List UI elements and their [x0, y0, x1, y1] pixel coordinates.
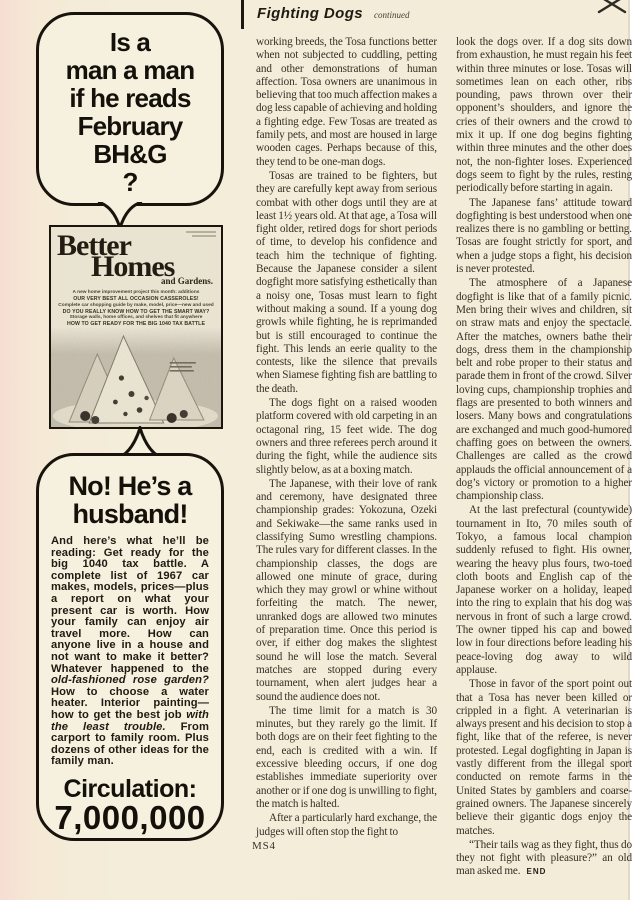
- article-paragraph: At the last prefectural (countywide) tournament in Ito, 70 miles south of Tokyo, a famous local champion suddenly refused to fight. His owner, wearing the heavy plus fours, two-toed cloth boots and English cap of the Japanese worker on a holiday, leaped into the ring to explain that his dog was nervous in front of such a large crowd. The owner tipped his cap and bowed low in four directions before leading his peace-loving dog away to wild applause.: [456, 504, 632, 676]
- ad-headline-line: man a man: [65, 55, 195, 85]
- cover-blurb: Storage walls, home offices, and shelves that fit anywhere: [69, 315, 203, 321]
- masthead-better: Better: [57, 229, 131, 262]
- magazine-cover: [49, 225, 223, 429]
- masthead-homes: Homes: [91, 250, 175, 283]
- article-paragraph: The dogs fight on a raised wooden platform covered with old carpeting in an octagonal ring, 15 feet wide. The dog owners and three referees perch around it during the fight, while the audience sits slightly below, as at a boxing match.: [256, 397, 437, 476]
- cover-blurb: HOW TO GET READY FOR THE BIG 1040 TAX BATTLE: [66, 321, 206, 328]
- tiny-text-bar: [192, 235, 216, 237]
- article-column-right: [456, 36, 632, 880]
- ad-answer-line: husband!: [72, 499, 188, 529]
- ad-headline-line: ?: [122, 167, 138, 197]
- article-paragraph: The time limit for a match is 30 minutes, but they rarely go the limit. If both dogs are on their feet fighting to the end, each is credited with a win. If excessive bleeding occurs, if one dog establishes immediate superiority over another or if one dog is unwilling to fight, the match is halted.: [256, 704, 437, 810]
- cover-food-photo: [51, 328, 221, 427]
- cover-blurb: A new home improvement project this month: additions: [72, 290, 200, 295]
- article-column-left: [256, 36, 437, 840]
- article-paragraph: The Japanese, with their love of rank and ceremony, have designated three championship grades: Yokozuna, Ozeki and Sekiwake—the same ranks used in classifying Sumo wrestling champions. The rules vary for different classes. In the championship classes, the dogs are allowed one minute of grace, during which they may growl or whine without forfeiting the match. The newer, unranked dogs are allowed two minutes of preparation time. Once this period is over, if either dog makes the slightest sound he will lose the match. Several matches are stopped during every tournament, when alert judges hear a sound the audience does not.: [256, 477, 437, 703]
- article-header: [257, 5, 410, 24]
- ad-headline-line: February: [77, 111, 183, 141]
- article-paragraph: [456, 839, 632, 879]
- article-paragraph: The atmosphere of a Japanese dogfight is like that of a family picnic. Men bring their wives and children, sit on straw mats and enjoy the spectacle. After the matches, owners bathe their dogs, dress them in the championship belt and robe proper to their status and parade them in front of the crowd. Silver loving cups, championship trophies and flags are presented to both winners and losers. Many bows and congratulations are exchanged and much good-humored chaffing goes on between the owners. Challenges are called as the crowd applauds the official announcement of a dog’s victory or promotion to a higher championship class.: [456, 277, 632, 503]
- article-paragraph: Those in favor of the sport point out that a Tosa has never been killed or crippled in a fight. A veterinarian is always present and his decision to stop a fight, like that of the referee, is never protested. Legal dogfighting in Japan is vastly different from the illegal sport conducted on remote farms in the United States by gamblers and coarse-grained owners. The Japanese sincerely believe their gigantic dogs enjoy the matches.: [456, 678, 632, 837]
- print-registration-tick: [241, 0, 244, 29]
- cover-blurbs: [51, 290, 221, 328]
- ad-body-copy: [51, 536, 209, 768]
- ad-body-segment-italic: with the least trouble.: [51, 708, 209, 733]
- article-paragraph: After a particularly hard exchange, the judges will often stop the fight to: [256, 812, 437, 838]
- cover-blurb: OUR VERY BEST ALL OCCASION CASSEROLES!: [73, 296, 199, 302]
- ad-speech-bubble-question: [36, 12, 224, 206]
- circulation-value: 7,000,000: [54, 798, 206, 836]
- ad-body-segment: How to choose a water heater. Interior painting—how to get the best job: [51, 685, 209, 721]
- circulation-label: Circulation:: [63, 774, 197, 803]
- page-folio: MS4: [252, 840, 276, 852]
- article-continued-label: continued: [374, 10, 410, 20]
- cover-blurb: DO YOU REALLY KNOW HOW TO GET THE SMART WAY?: [62, 308, 210, 315]
- ad-headline-line: if he reads: [69, 83, 191, 113]
- pen-x-mark-icon: [596, 0, 628, 20]
- article-paragraph: look the dogs over. If a dog sits down from exhaustion, he must regain his feet within three minutes or lose. Tosas will sometimes lean on each other, ribs pounding, paws thrown over their opponent’s shoulders, and ignore the cries of their owners and the crowd to mix it up. If one dog begins fighting within three minutes and the other does not, the non-fighter loses. Experienced dogs seem to fight by the rules, resting periodically before starting in again.: [456, 36, 632, 195]
- ad-answer-headline: [51, 472, 209, 528]
- ad-headline-line: Is a: [109, 27, 151, 57]
- ad-body-segment: From carport to family room. Plus dozens of other ideas for the family man.: [51, 720, 209, 768]
- cover-blurb: Complete car shopping guide by make, model, price—new and used: [58, 302, 214, 308]
- tiny-text-bar: [186, 231, 216, 233]
- article-paragraph: working breeds, the Tosa functions better when not subjected to cuddling, petting and other demonstrations of human affection. Tosa owners are unanimous in believing that too much affection makes a dog less capable of achieving and holding a fighting edge. Few Tosas are treated as family pets, and most are housed in large wooden cages. Perhaps because of this, they tend to be one-man dogs.: [256, 36, 437, 168]
- ad-body-segment: And here’s what he’ll be reading: Get ready for the big 1040 tax battle. A complete list of 1967 car makes, models, prices—plus a report on what your present car is worth. How your family can enjoy air travel more. How can anyone live in a house and not want to make it better? Whatever happened to the: [51, 535, 209, 675]
- article-last-sentence: “Their tails wag as they fight, thus do they not fight with pleasure?” an old man asked me.: [456, 838, 632, 878]
- cover-corner-note: [182, 231, 216, 239]
- article-title: Fighting Dogs: [257, 5, 364, 22]
- ad-body-segment-italic: old-fashioned rose garden?: [51, 674, 209, 687]
- article-paragraph: Tosas are trained to be fighters, but they are carefully kept away from serious combat with other dogs until they are at least 1½ years old. At that age, a Tosa will fight older, retired dogs for short periods of time, to develop his confidence and teach him the technique of fighting. Because the Japanese consider a silent dogfight more satisfying esthetically than a noisy one, Tosas must learn to fight without making a sound. If a young dog growls while fighting, he is reprimanded but is still encouraged to continue the fight. This lends an eerie quality to the contests, like the silence that prevails when Siamese fighting fish are battling to the death.: [256, 169, 437, 395]
- ad-headline-line: BH&G: [93, 139, 167, 169]
- ad-answer-line: No! He’s a: [68, 471, 192, 501]
- end-marker: END: [526, 867, 547, 877]
- masthead-and-gardens: and Gardens.: [160, 276, 213, 286]
- article-paragraph: The Japanese fans’ attitude toward dogfighting is best understood when one realizes there is no gambling or betting. Tosas are fought strictly for sport, and when a judge stops a fight, his decision is never protested.: [456, 196, 632, 276]
- ad-speech-bubble-answer: [36, 453, 224, 841]
